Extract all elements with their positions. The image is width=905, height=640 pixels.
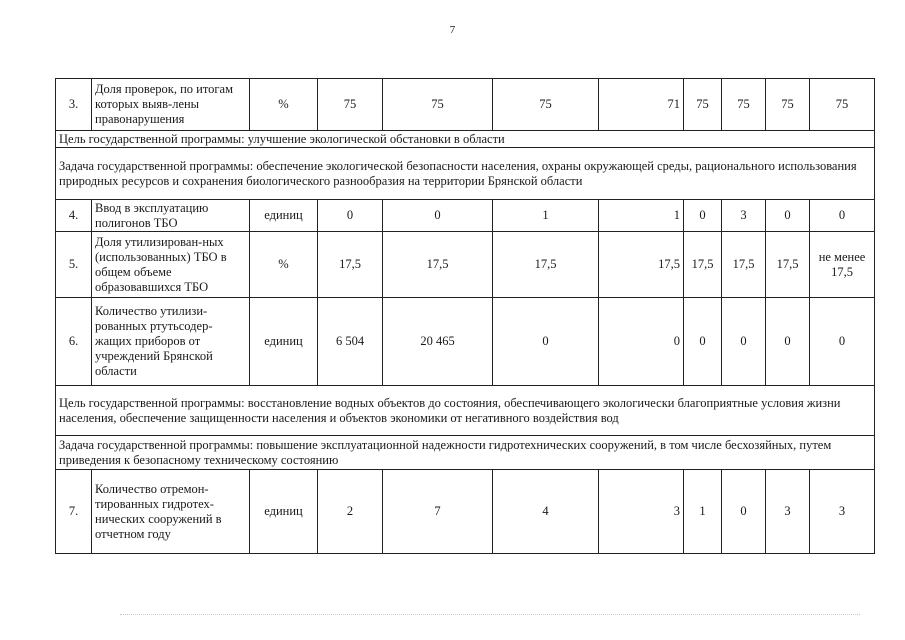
value-cell: 1 bbox=[684, 470, 722, 554]
value-cell: 20 465 bbox=[383, 298, 493, 386]
section-text: Задача государственной программы: обеспечение экологической безопасности населения, охраны окружающей среды, рационального использования природных ресурсов и сохранения биологического разнообразия на территории Брянской области bbox=[56, 148, 875, 200]
value-cell: 75 bbox=[493, 79, 599, 131]
value-cell: 71 bbox=[599, 79, 684, 131]
table-row bbox=[56, 298, 875, 386]
indicator-name: Количество отремон-тированных гидротех-нических сооружений в отчетном году bbox=[92, 470, 250, 554]
value-cell: 3 bbox=[722, 200, 766, 232]
section-row-goal bbox=[56, 131, 875, 148]
indicator-name: Количество утилизи-рованных ртутьсодер-жащих приборов от учреждений Брянской области bbox=[92, 298, 250, 386]
page-number: 7 bbox=[449, 24, 456, 36]
value-cell: 17,5 bbox=[318, 232, 383, 298]
table-row bbox=[56, 232, 875, 298]
row-number: 5. bbox=[56, 232, 92, 298]
value-cell: 0 bbox=[810, 298, 875, 386]
unit-cell: единиц bbox=[250, 470, 318, 554]
value-cell: 0 bbox=[684, 298, 722, 386]
value-cell: 0 bbox=[318, 200, 383, 232]
section-row-task bbox=[56, 436, 875, 470]
value-cell: 3 bbox=[766, 470, 810, 554]
value-cell: 17,5 bbox=[766, 232, 810, 298]
value-cell: 75 bbox=[684, 79, 722, 131]
row-number: 4. bbox=[56, 200, 92, 232]
value-cell: 17,5 bbox=[493, 232, 599, 298]
value-cell: 75 bbox=[318, 79, 383, 131]
section-text: Задача государственной программы: повышение эксплуатационной надежности гидротехнических сооружений, в том числе бесхозяйных, путем приведения к безопасному техническому состоянию bbox=[56, 436, 875, 470]
row-number: 7. bbox=[56, 470, 92, 554]
value-cell: 4 bbox=[493, 470, 599, 554]
value-cell: 0 bbox=[599, 298, 684, 386]
value-cell: 0 bbox=[493, 298, 599, 386]
table-row bbox=[56, 79, 875, 131]
value-cell: 17,5 bbox=[599, 232, 684, 298]
value-cell: 17,5 bbox=[722, 232, 766, 298]
row-number: 3. bbox=[56, 79, 92, 131]
unit-cell: % bbox=[250, 79, 318, 131]
value-cell: 7 bbox=[383, 470, 493, 554]
value-cell: 3 bbox=[810, 470, 875, 554]
value-cell: 0 bbox=[766, 298, 810, 386]
section-row-goal bbox=[56, 386, 875, 436]
section-row-task bbox=[56, 148, 875, 200]
value-cell: 0 bbox=[766, 200, 810, 232]
indicators-table bbox=[55, 78, 875, 554]
indicator-name: Ввод в эксплуатацию полигонов ТБО bbox=[92, 200, 250, 232]
unit-cell: единиц bbox=[250, 200, 318, 232]
section-text: Цель государственной программы: улучшение экологической обстановки в области bbox=[56, 131, 875, 148]
value-cell: не менее 17,5 bbox=[810, 232, 875, 298]
value-cell: 75 bbox=[810, 79, 875, 131]
value-cell: 75 bbox=[722, 79, 766, 131]
value-cell: 0 bbox=[722, 470, 766, 554]
value-cell: 17,5 bbox=[684, 232, 722, 298]
table-row bbox=[56, 200, 875, 232]
value-cell: 1 bbox=[493, 200, 599, 232]
value-cell: 0 bbox=[684, 200, 722, 232]
value-cell: 1 bbox=[599, 200, 684, 232]
indicator-name: Доля утилизирован-ных (использованных) ТБО в общем объеме образовавшихся ТБО bbox=[92, 232, 250, 298]
scan-artifact-line bbox=[120, 614, 860, 616]
value-cell: 0 bbox=[383, 200, 493, 232]
value-cell: 0 bbox=[810, 200, 875, 232]
value-cell: 6 504 bbox=[318, 298, 383, 386]
unit-cell: единиц bbox=[250, 298, 318, 386]
value-cell: 75 bbox=[383, 79, 493, 131]
value-cell: 75 bbox=[766, 79, 810, 131]
value-cell: 17,5 bbox=[383, 232, 493, 298]
indicator-name: Доля проверок, по итогам которых выяв-лены правонарушения bbox=[92, 79, 250, 131]
value-cell: 2 bbox=[318, 470, 383, 554]
table-row bbox=[56, 470, 875, 554]
row-number: 6. bbox=[56, 298, 92, 386]
value-cell: 3 bbox=[599, 470, 684, 554]
value-cell: 0 bbox=[722, 298, 766, 386]
unit-cell: % bbox=[250, 232, 318, 298]
section-text: Цель государственной программы: восстановление водных объектов до состояния, обеспечивающего экологически благоприятные условия жизни населения, обеспечение защищенности населения и объектов экономики от негативного воздействия вод bbox=[56, 386, 875, 436]
